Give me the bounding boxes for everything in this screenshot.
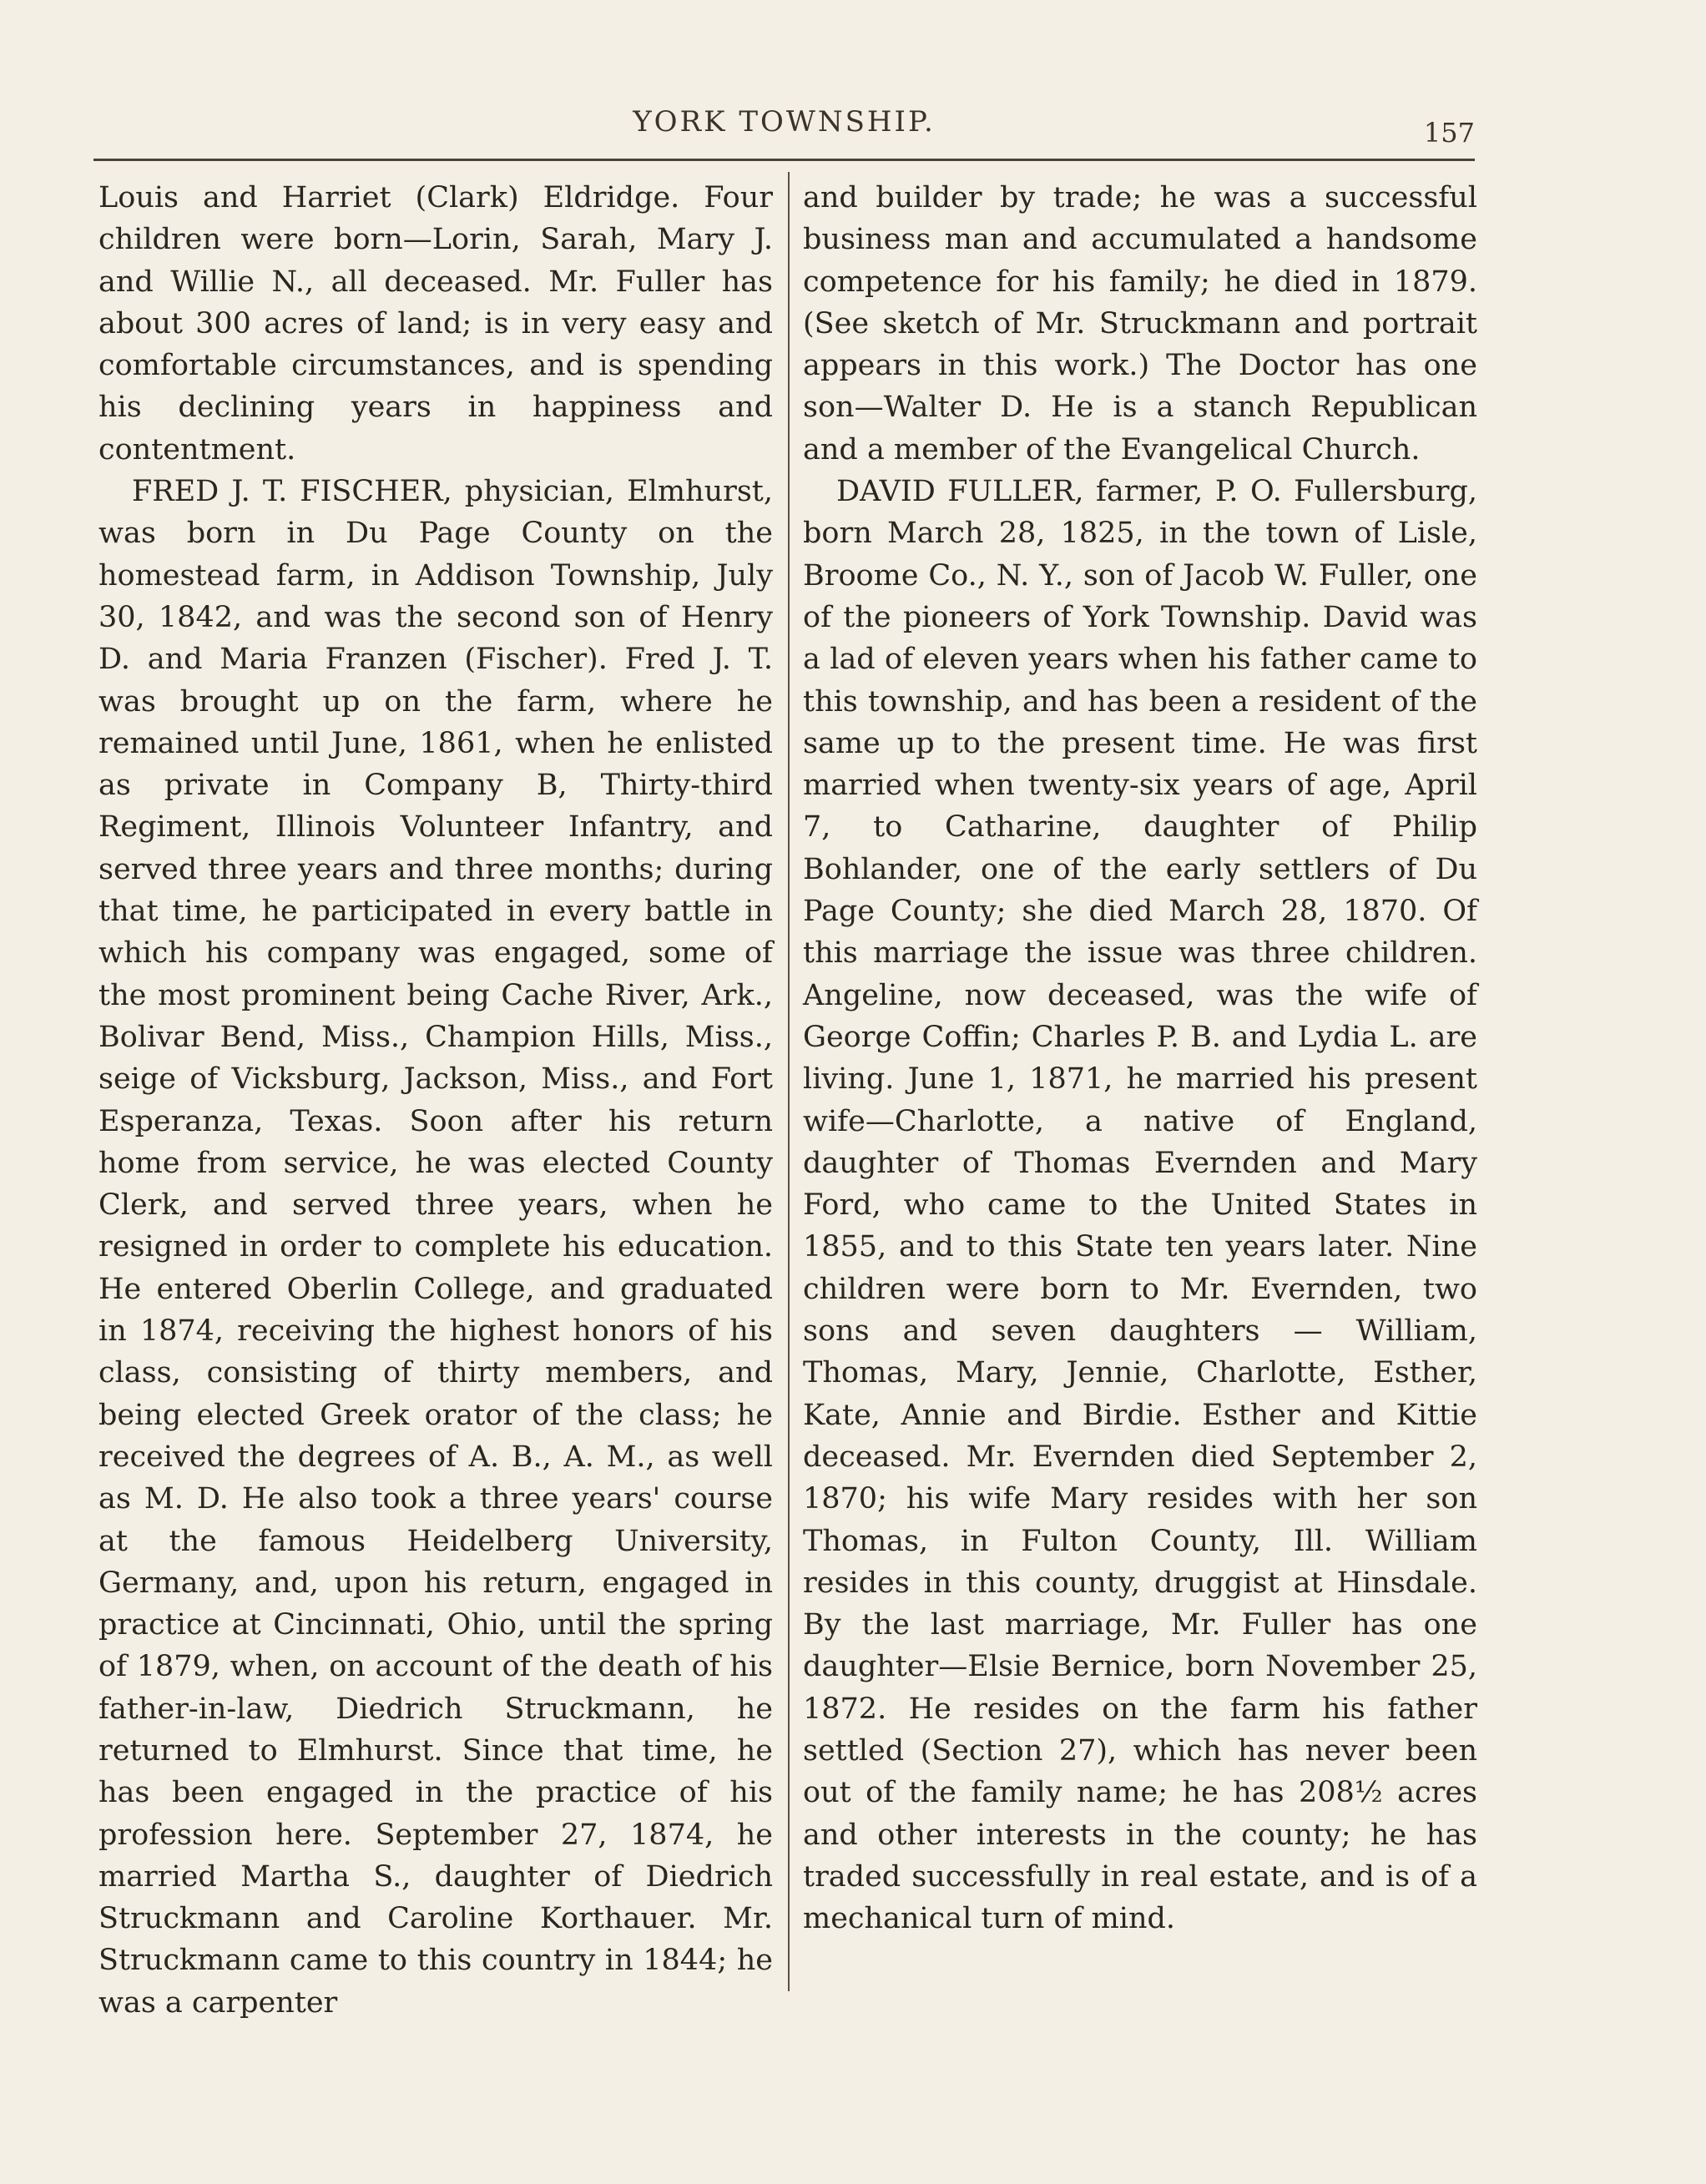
header-rule: [93, 159, 1475, 161]
paragraph-fred-fischer: FRED J. T. FISCHER, physician, Elmhurst, was born in Du Page County on the homestead farm, in Addison Township, July 30, 1842, and was the second son of Henry D. and Maria Franzen (Fischer). Fred J. T. was brought up on the farm, where he remained until June, 1861, when he enlisted as private in Company B, Thirty-third Regiment, Illinois Volunteer Infantry, and served three years and three months; during that time, he participated in every battle in which his company was engaged, some of the most prominent being Cache River, Ark., Bolivar Bend, Miss., Champion Hills, Miss., seige of Vicksburg, Jackson, Miss., and Fort Esperanza, Texas. Soon after his return home from service, he was elected County Clerk, and served three years, when he resigned in order to complete his education. He entered Oberlin College, and graduated in 1874, receiving the highest honors of his class, consisting of thirty members, and being elected Greek orator of the class; he received the degrees of A. B., A. M., as well as M. D. He also took a three years' course at the famous Heidelberg University, Germany, and, upon his return, engaged in practice at Cincinnati, Ohio, until the spring of 1879, when, on account of the death of his father-in-law, Diedrich Struckmann, he returned to Elmhurst. Since that time, he has been engaged in the practice of his profession here. September 27, 1874, he married Martha S., daughter of Diedrich Struckmann and Caroline Korthauer. Mr. Struckmann came to this country in 1844; he was a carpenter: [98, 475, 773, 2020]
page-header: [93, 105, 1475, 155]
paragraph-eldridge-continued: Louis and Harriet (Clark) Eldridge. Four children were born—Lorin, Sarah, Mary J. and Willie N., all deceased. Mr. Fuller has about 300 acres of land; is in very easy and comfortable circumstances, and is spending his declining years in happiness and contentment.: [98, 181, 773, 467]
running-head: YORK TOWNSHIP.: [633, 105, 936, 139]
paragraph-struckmann-continued: and builder by trade; he was a successful business man and accumulated a handsome competence for his family; he died in 1879. (See sketch of Mr. Struckmann and portrait appears in this work.) The Doctor has one son—Walter D. He is a stanch Republican and a member of the Evangelical Church.: [803, 181, 1477, 467]
right-column: [803, 177, 1477, 1939]
page-number: 157: [1423, 117, 1475, 149]
column-divider: [788, 172, 790, 1991]
left-column: [98, 177, 773, 2024]
paragraph-david-fuller: DAVID FULLER, farmer, P. O. Fullersburg, born March 28, 1825, in the town of Lisle, Broome Co., N. Y., son of Jacob W. Fuller, one of the pioneers of York Township. David was a lad of eleven years when his father came to this township, and has been a resident of the same up to the present time. He was first married when twenty-six years of age, April 7, to Catharine, daughter of Philip Bohlander, one of the early settlers of Du Page County; she died March 28, 1870. Of this marriage the issue was three children. Angeline, now deceased, was the wife of George Coffin; Charles P. B. and Lydia L. are living. June 1, 1871, he married his present wife—Charlotte, a native of England, daughter of Thomas Evernden and Mary Ford, who came to the United States in 1855, and to this State ten years later. Nine children were born to Mr. Evernden, two sons and seven daughters — William, Thomas, Mary, Jennie, Charlotte, Esther, Kate, Annie and Birdie. Esther and Kittie deceased. Mr. Evernden died September 2, 1870; his wife Mary resides with her son Thomas, in Fulton County, Ill. William resides in this county, druggist at Hinsdale. By the last marriage, Mr. Fuller has one daughter—Elsie Bernice, born November 25, 1872. He resides on the farm his father settled (Section 27), which has never been out of the family name; he has 208½ acres and other interests in the county; he has traded successfully in real estate, and is of a mechanical turn of mind.: [803, 475, 1477, 1936]
